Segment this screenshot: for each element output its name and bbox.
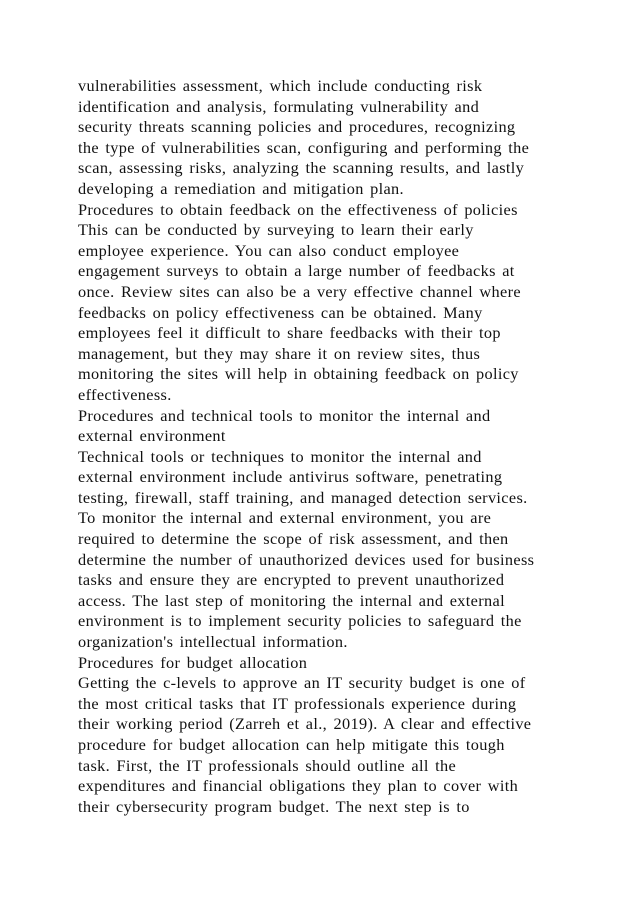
text-line: expenditures and financial obligations they plan to cover with xyxy=(78,776,519,796)
text-line: external environment include antivirus software, penetrating xyxy=(78,467,503,487)
text-line: environment is to implement security policies to safeguard the xyxy=(78,611,522,631)
text-line: their cybersecurity program budget. The next step is to xyxy=(78,796,470,816)
text-line: vulnerabilities assessment, which include conducting risk xyxy=(78,76,483,95)
section-heading: Procedures for budget allocation xyxy=(78,652,308,672)
text-line: access. The last step of monitoring the internal and external xyxy=(78,590,505,610)
text-line: Technical tools or techniques to monitor the internal and xyxy=(78,446,482,466)
text-line: effectiveness. xyxy=(78,384,172,404)
section-heading: Procedures and technical tools to monitor the internal and xyxy=(78,405,491,425)
text-line: once. Review sites can also be a very effective channel where xyxy=(78,281,521,301)
section-heading: external environment xyxy=(78,426,226,446)
text-line: security threats scanning policies and procedures, recognizing xyxy=(78,117,516,137)
text-line: tasks and ensure they are encrypted to prevent unauthorized xyxy=(78,570,505,590)
text-line: feedbacks on policy effectiveness can be obtained. Many xyxy=(78,302,483,322)
text-line: To monitor the internal and external environment, you are xyxy=(78,508,492,528)
text-line: the most critical tasks that IT professionals experience during xyxy=(78,693,517,713)
text-line: testing, firewall, staff training, and managed detection services. xyxy=(78,487,528,507)
body-text xyxy=(78,76,578,817)
text-line: engagement surveys to obtain a large number of feedbacks at xyxy=(78,261,515,281)
text-line: developing a remediation and mitigation plan. xyxy=(78,178,404,198)
text-line: identification and analysis, formulating vulnerability and xyxy=(78,96,480,116)
text-line: This can be conducted by surveying to learn their early xyxy=(78,220,474,240)
section-heading: Procedures to obtain feedback on the effectiveness of policies xyxy=(78,199,518,219)
text-line: task. First, the IT professionals should outline all the xyxy=(78,755,457,775)
text-line: required to determine the scope of risk assessment, and then xyxy=(78,529,509,549)
text-line: monitoring the sites will help in obtaining feedback on policy xyxy=(78,364,519,384)
text-line: the type of vulnerabilities scan, configuring and performing the xyxy=(78,137,530,157)
text-line: determine the number of unauthorized devices used for business xyxy=(78,549,535,569)
text-line: procedure for budget allocation can help mitigate this tough xyxy=(78,735,505,754)
text-line: scan, assessing risks, analyzing the scanning results, and lastly xyxy=(78,158,525,178)
text-line: Getting the c-levels to approve an IT security budget is one of xyxy=(78,673,526,693)
text-line: their working period (Zarreh et al., 2019). A clear and effective xyxy=(78,714,532,734)
text-line: management, but they may share it on review sites, thus xyxy=(78,343,481,363)
text-line: employees feel it difficult to share feedbacks with their top xyxy=(78,323,501,343)
text-line: organization's intellectual information. xyxy=(78,632,348,652)
text-line: employee experience. You can also conduct employee xyxy=(78,240,460,260)
